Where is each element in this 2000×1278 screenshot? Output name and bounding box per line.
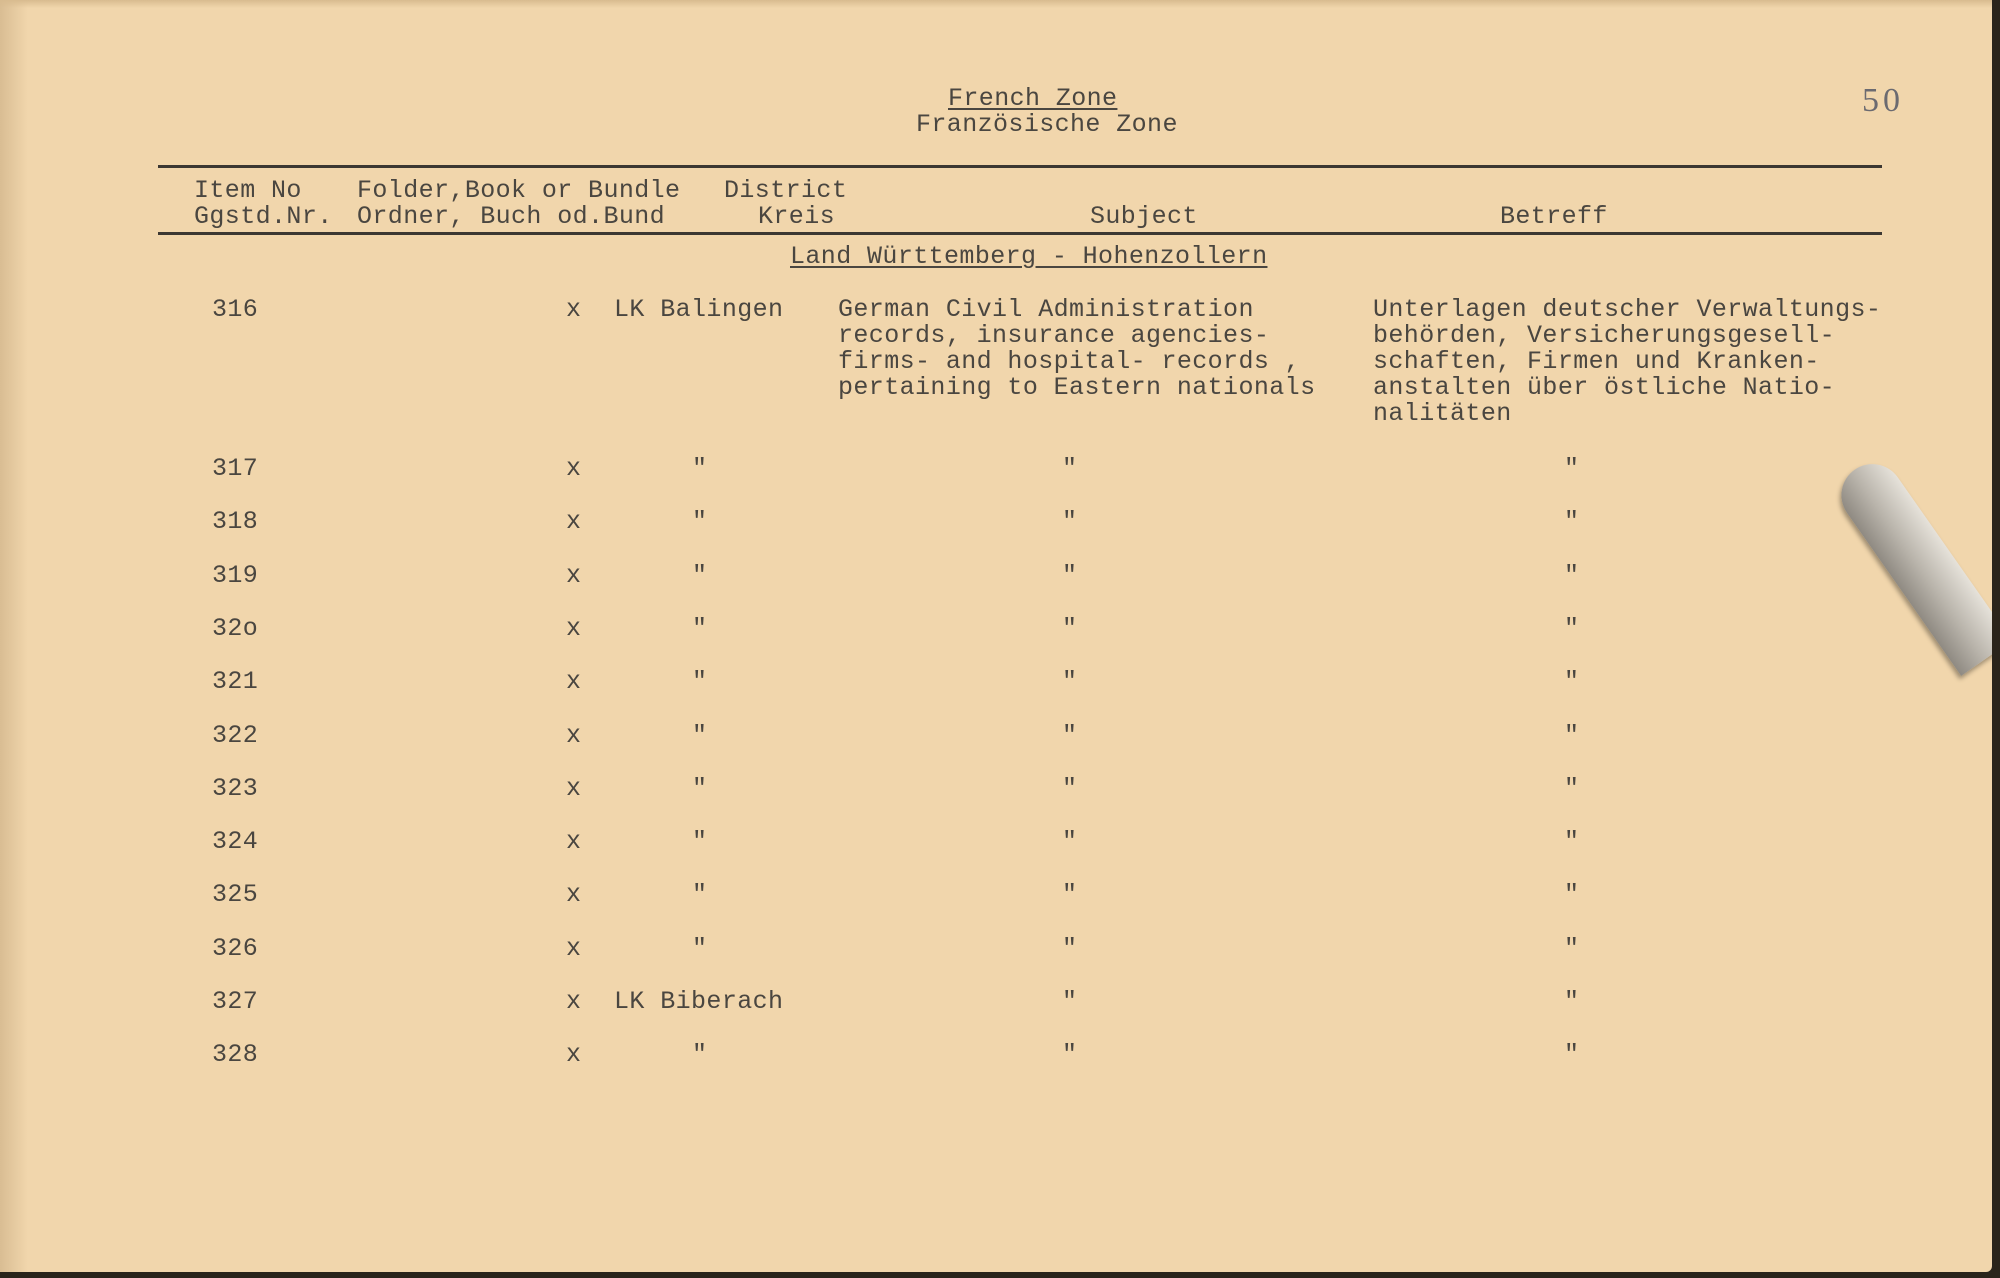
item-mark: x: [566, 933, 582, 963]
item-number: 317: [212, 454, 259, 483]
page-number: 50: [1862, 82, 1904, 119]
page-shadow-top: [0, 0, 1992, 8]
item-number: 318: [212, 507, 259, 537]
title-english: French Zone: [948, 84, 1118, 113]
page-shadow: [0, 0, 28, 1272]
subject-cell: ": [1062, 880, 1078, 910]
betreff-cell: ": [1564, 1040, 1580, 1070]
subject-cell: ": [1062, 987, 1078, 1016]
district-cell: LK Biberach: [614, 987, 784, 1016]
col-folder-de: Ordner, Buch od.Bund: [357, 202, 666, 231]
betreff-cell: ": [1564, 667, 1580, 697]
col-betreff: Betreff: [1500, 202, 1608, 231]
item-number: 328: [212, 1040, 259, 1070]
item-number: 326: [212, 933, 259, 963]
item-mark: x: [566, 560, 582, 590]
subject-cell: ": [1062, 507, 1078, 537]
item-mark: x: [566, 880, 582, 910]
item-mark: x: [566, 827, 582, 857]
item-mark: x: [566, 613, 582, 643]
subject-cell: German Civil Administration records, insurance agencies- firms- and hospital- records , pertaining to Eastern nationals: [838, 295, 1316, 402]
district-cell: ": [692, 560, 708, 590]
item-number: 323: [212, 773, 259, 803]
section-heading: Land Württemberg - Hohenzollern: [790, 242, 1268, 271]
betreff-cell: ": [1564, 933, 1580, 963]
district-cell: ": [692, 454, 708, 483]
item-number: 324: [212, 827, 259, 857]
betreff-cell: ": [1564, 613, 1580, 643]
district-cell: ": [692, 667, 708, 697]
col-item-de: Ggstd.Nr.: [194, 202, 333, 231]
subject-cell: ": [1062, 720, 1078, 750]
item-number: 327: [212, 987, 259, 1016]
item-mark: x: [566, 507, 582, 537]
betreff-cell: ": [1564, 560, 1580, 590]
subject-cell: ": [1062, 560, 1078, 590]
item-number: 32o: [212, 613, 259, 643]
header-bottom-rule: [158, 232, 1882, 235]
tweezer-overlay: [1829, 452, 1992, 676]
subject-cell: ": [1062, 1040, 1078, 1070]
district-cell: LK Balingen: [614, 295, 784, 324]
item-mark: x: [566, 667, 582, 697]
item-mark: x: [566, 295, 582, 324]
subject-cell: ": [1062, 933, 1078, 963]
item-mark: x: [566, 720, 582, 750]
subject-cell: ": [1062, 454, 1078, 483]
betreff-cell: ": [1564, 827, 1580, 857]
item-mark: x: [566, 773, 582, 803]
betreff-cell: ": [1564, 507, 1580, 537]
col-district-de: Kreis: [758, 202, 836, 231]
subject-cell: ": [1062, 827, 1078, 857]
district-cell: ": [692, 933, 708, 963]
district-cell: ": [692, 507, 708, 537]
item-mark: x: [566, 1040, 582, 1070]
district-cell: ": [692, 1040, 708, 1070]
col-item-en: Item No: [194, 176, 302, 205]
district-cell: ": [692, 773, 708, 803]
betreff-cell: Unterlagen deutscher Verwaltungs- behörden, Versicherungsgesell- schaften, Firmen und Kranken- anstalten über östliche Natio- nalitäten: [1373, 295, 1882, 428]
betreff-cell: ": [1564, 720, 1580, 750]
item-number: 316: [212, 295, 259, 324]
title-german: Französische Zone: [916, 110, 1178, 139]
district-cell: ": [692, 720, 708, 750]
district-cell: ": [692, 880, 708, 910]
betreff-cell: ": [1564, 454, 1580, 483]
item-number: 325: [212, 880, 259, 910]
district-cell: ": [692, 613, 708, 643]
col-subject: Subject: [1090, 202, 1198, 231]
subject-cell: ": [1062, 667, 1078, 697]
district-cell: ": [692, 827, 708, 857]
betreff-cell: ": [1564, 773, 1580, 803]
col-folder-en: Folder,Book or Bundle: [357, 176, 681, 205]
header-top-rule: [158, 165, 1882, 168]
item-number: 321: [212, 667, 259, 697]
subject-cell: ": [1062, 773, 1078, 803]
item-number: 319: [212, 560, 259, 590]
item-mark: x: [566, 454, 582, 483]
item-number: 322: [212, 720, 259, 750]
subject-cell: ": [1062, 613, 1078, 643]
betreff-cell: ": [1564, 987, 1580, 1016]
col-district-en: District: [724, 176, 848, 205]
betreff-cell: ": [1564, 880, 1580, 910]
item-mark: x: [566, 987, 582, 1016]
